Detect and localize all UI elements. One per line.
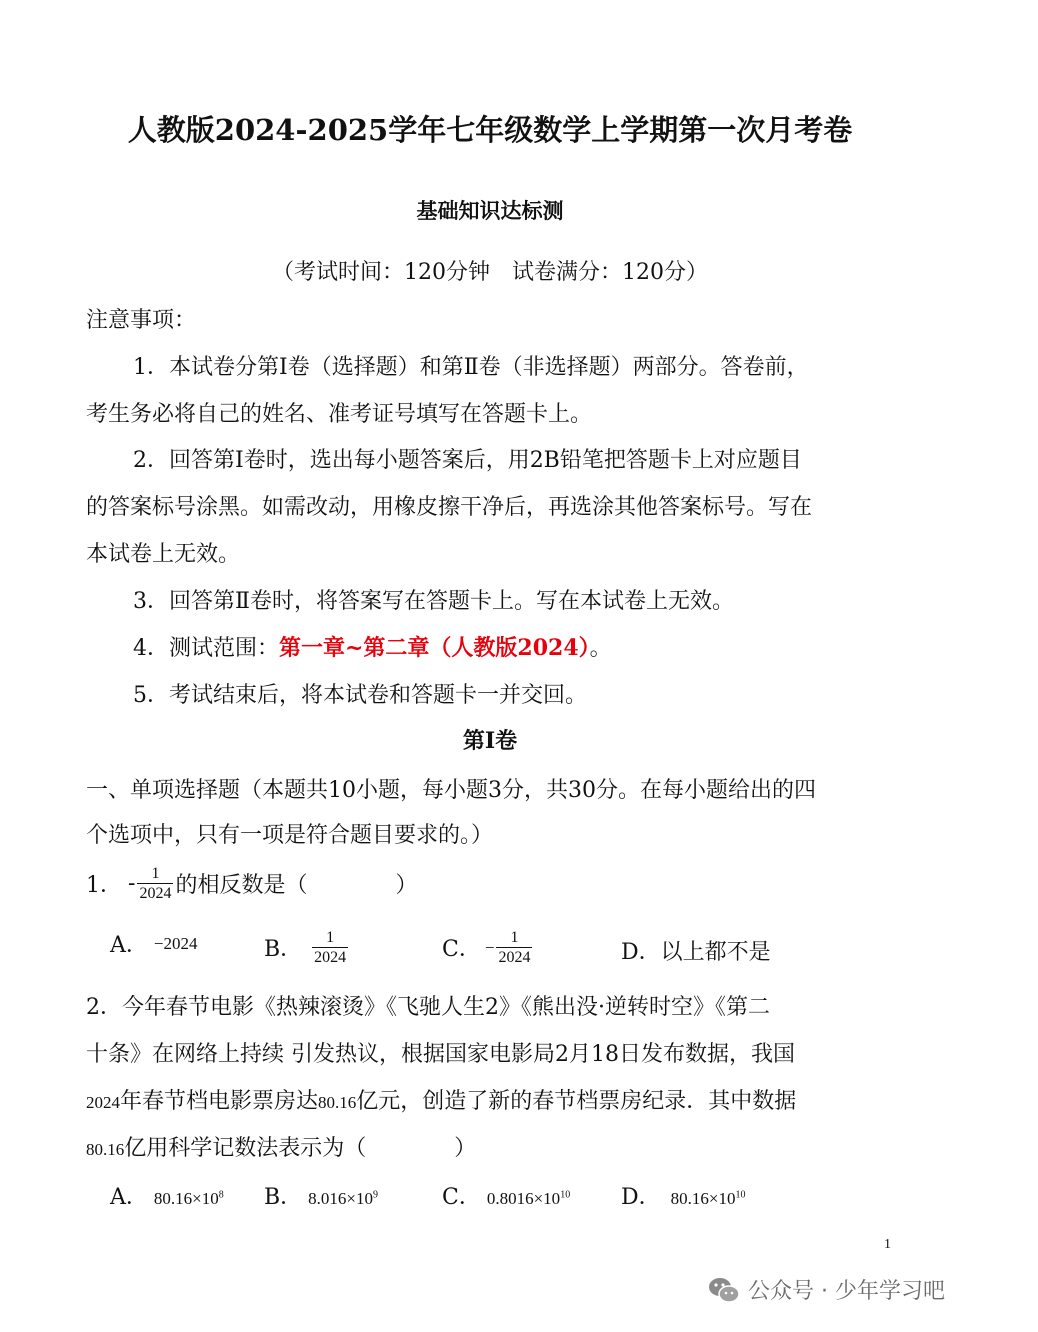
watermark-text: 公众号 · 少年学习吧: [748, 1279, 945, 1304]
notice-2b: 的答案标号涂黑。如需改动，用橡皮擦干净后，再选涂其他答案标号。写在: [86, 495, 813, 520]
q2-option-b: B． $8.016\times 10^9$: [264, 1185, 379, 1210]
q1-option-a: A． −2024: [110, 933, 198, 958]
q1-number: 1．: [86, 873, 122, 898]
question-1: [86, 864, 417, 903]
notice-2a: 2．回答第Ⅰ卷时，选出每小题答案后，用2B铅笔把答题卡上对应题目: [133, 448, 802, 473]
q2-option-a: A． $80.16\times 10^8$: [110, 1185, 224, 1210]
q1-option-b: B． $\frac{1}{2024}$: [264, 929, 347, 966]
wechat-icon: [708, 1275, 740, 1305]
q2-line-4: 80.16亿用科学记数法表示为（ ）: [86, 1136, 477, 1161]
notice-4: [133, 631, 612, 662]
part1-heading-a: 一、单项选择题（本题共10小题，每小题3分，共30分。在每小题给出的四: [86, 778, 816, 803]
notice-5: 5．考试结束后，将本试卷和答题卡一并交回。: [133, 683, 587, 708]
page-subtitle: 基础知识达标测: [416, 198, 564, 223]
q1-minus: -: [128, 871, 136, 896]
exam-info: （考试时间：120分钟 试卷满分：120分）: [272, 260, 708, 285]
notice-4-prefix: 4．测试范围：: [133, 636, 279, 661]
notice-1a: 1．本试卷分第Ⅰ卷（选择题）和第Ⅱ卷（非选择题）两部分。答卷前，: [133, 355, 809, 380]
q2-line-2: 十条》在网络上持续 引发热议，根据国家电影局2月18日发布数据，我国: [86, 1042, 795, 1067]
page-title: 人教版2024-2025学年七年级数学上学期第一次月考卷: [127, 113, 853, 147]
q2-line-3: 2024年春节档电影票房达80.16亿元，创造了新的春节档票房纪录．其中数据: [86, 1089, 797, 1114]
notice-3: 3．回答第Ⅱ卷时，将答案写在答题卡上。写在本试卷上无效。: [133, 589, 734, 614]
test-scope: 第一章~第二章（人教版2024）: [279, 635, 590, 661]
notice-2c: 本试卷上无效。: [86, 542, 241, 567]
q1-option-c: C． − $\frac{1}{2024}$: [442, 929, 531, 966]
q1-stem: 的相反数是（ ）: [175, 873, 418, 898]
notice-4-suffix: 。: [589, 636, 612, 661]
q2-option-c: C． $0.8016\times 10^{10}$: [442, 1185, 571, 1210]
page-number: 1: [884, 1237, 891, 1252]
q1-option-d: D．以上都不是: [621, 940, 771, 965]
q1-fraction: $\frac{1}{2024}$: [139, 865, 172, 902]
q2-option-d: D． $80.16\times 10^{10}$: [621, 1185, 746, 1210]
q2-line-1: 2．今年春节电影《热辣滚烫》《飞驰人生2》《熊出没·逆转时空》《第二: [86, 995, 770, 1020]
watermark: [708, 1274, 945, 1305]
part1-heading-b: 个选项中，只有一项是符合题目要求的。）: [86, 823, 494, 848]
section-title: 第Ⅰ卷: [462, 728, 518, 754]
notice-heading: 注意事项：: [86, 308, 197, 333]
notice-1b: 考生务必将自己的姓名、准考证号填写在答题卡上。: [86, 402, 593, 427]
